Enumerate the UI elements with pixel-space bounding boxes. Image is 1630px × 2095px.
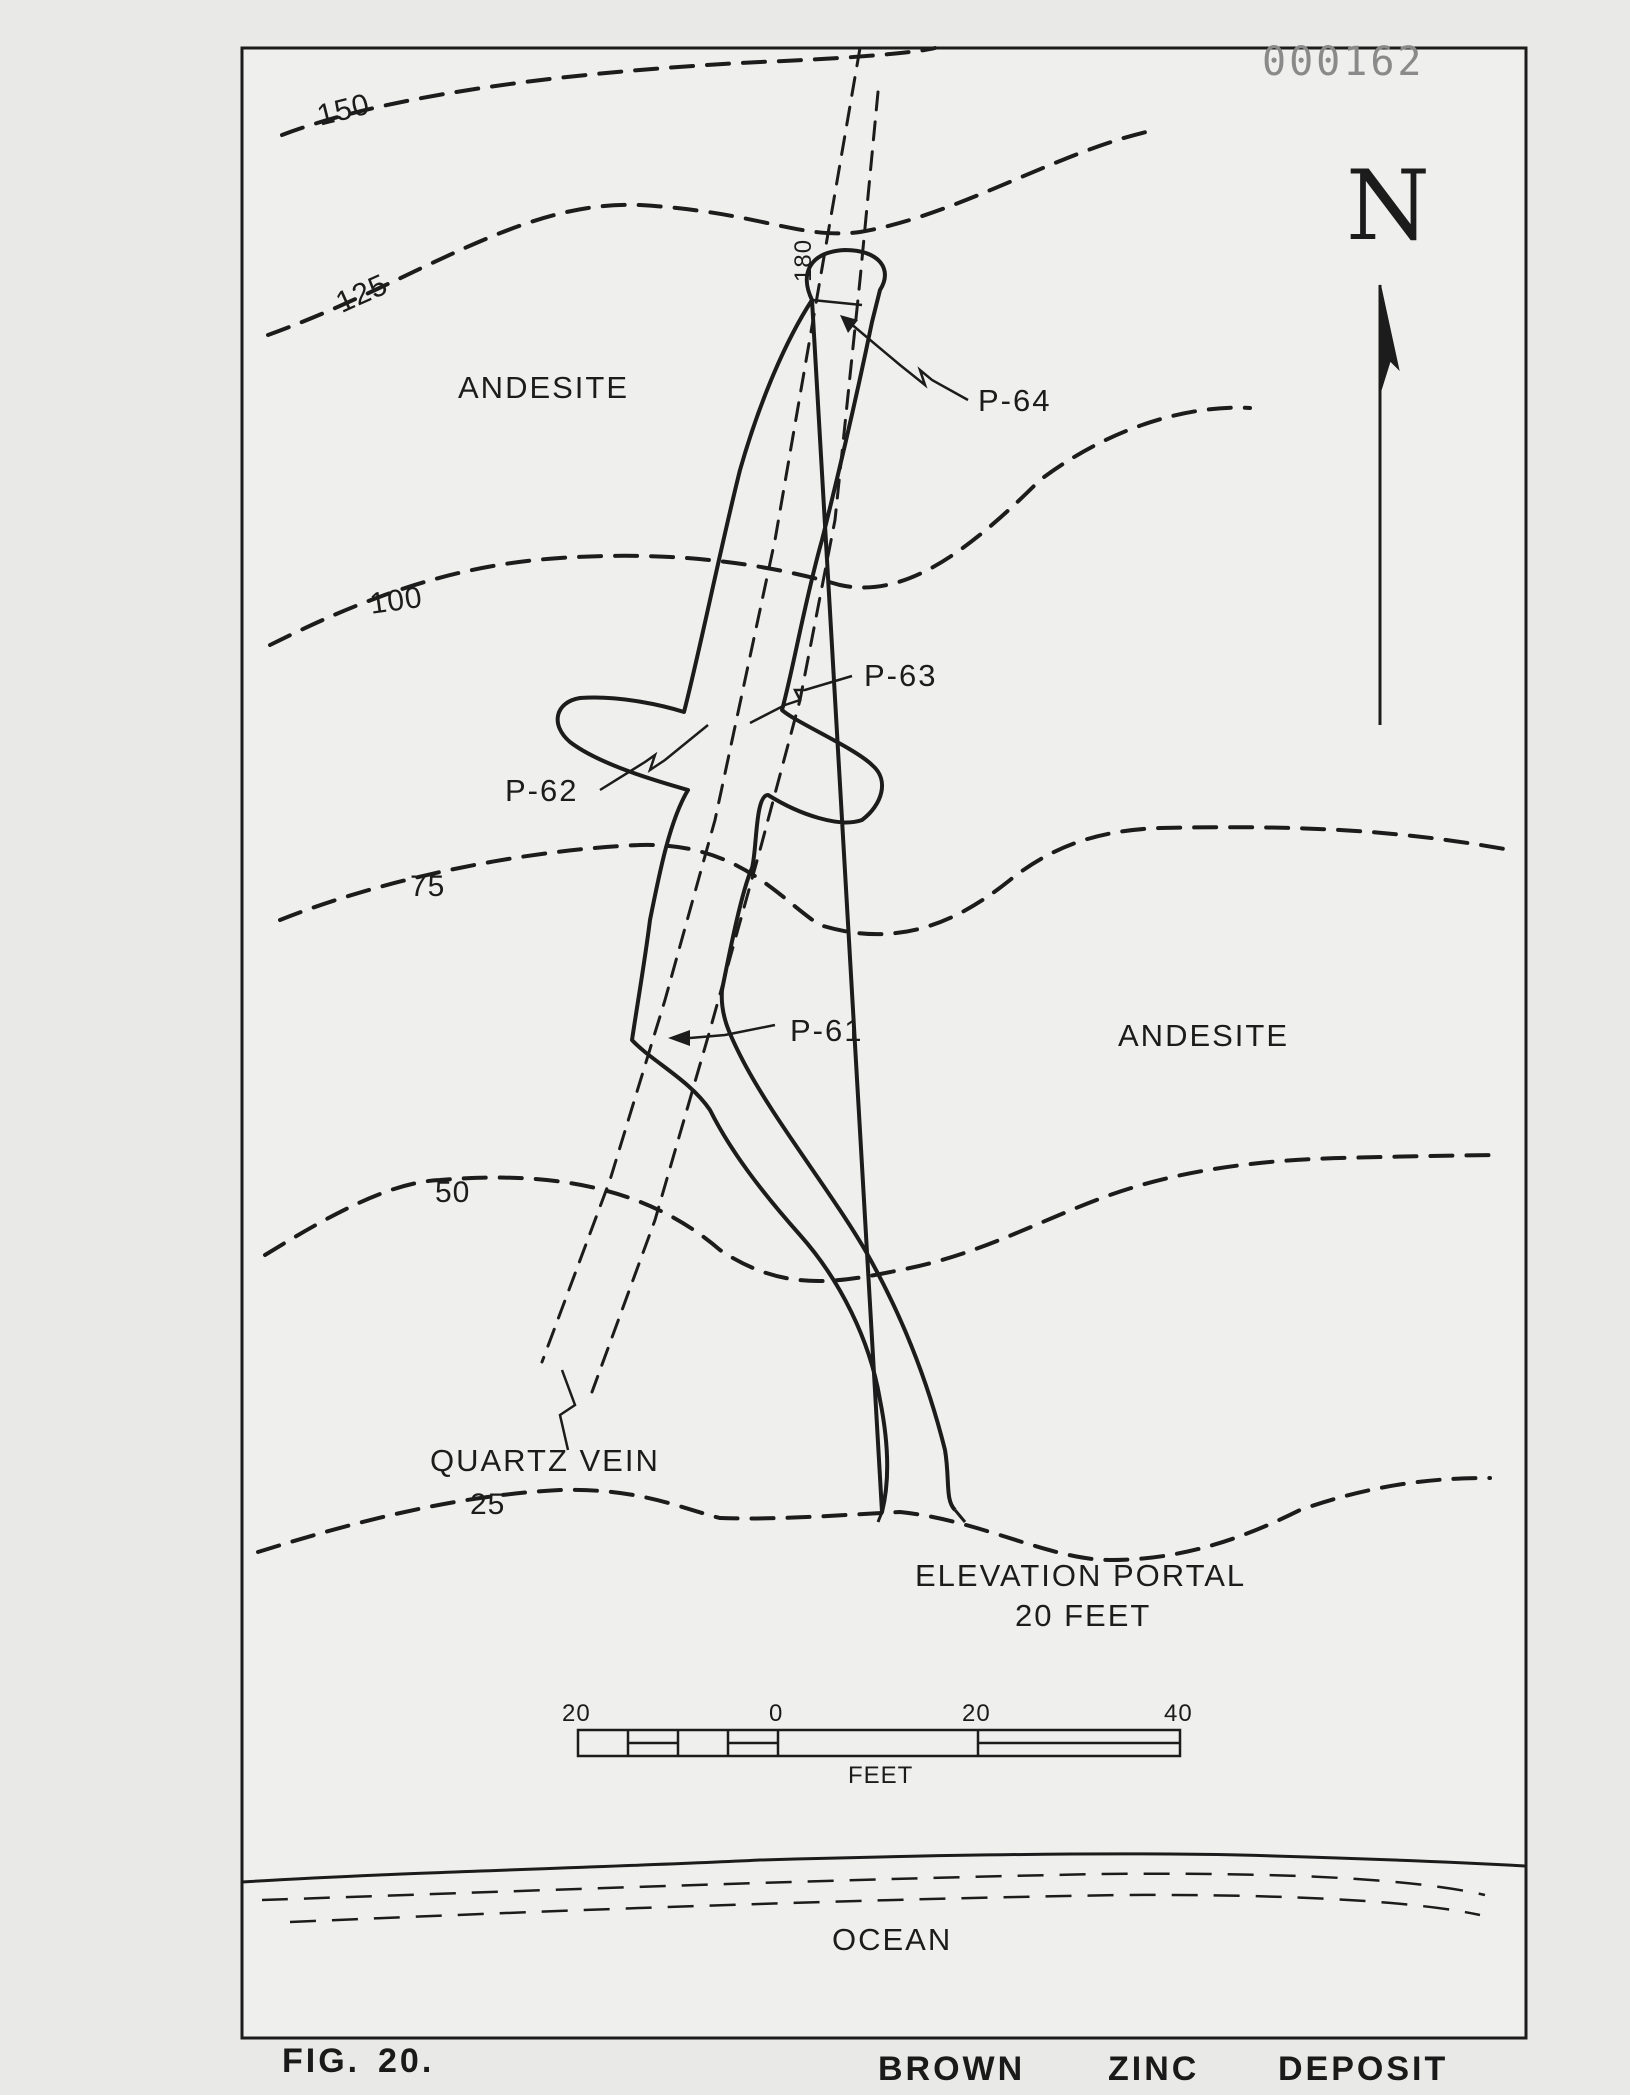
contour-100-label: 100 [367, 580, 425, 621]
contour-125-label: 125 [331, 267, 393, 320]
quartz-vein-label: QUARTZ VEIN [430, 1443, 660, 1478]
scale-tick-0: 0 [769, 1700, 784, 1727]
title-word-deposit: DEPOSIT [1278, 2050, 1449, 2088]
contour-150-label: 150 [313, 87, 374, 133]
portal-elevation-line1: ELEVATION PORTAL [915, 1558, 1247, 1593]
sample-p64-label: P-64 [978, 383, 1052, 418]
portal-elevation-line2: 20 FEET [1015, 1598, 1152, 1633]
title-word-zinc: ZINC [1108, 2050, 1200, 2088]
sample-p62-label: P-62 [505, 773, 579, 808]
figure-label: FIG. [282, 2042, 361, 2080]
contour-25-label: 25 [470, 1488, 506, 1521]
north-label: N [1346, 150, 1430, 262]
sample-p63-label: P-63 [864, 658, 938, 693]
andesite-upper-label: ANDESITE [458, 370, 630, 405]
andesite-lower-label: ANDESITE [1118, 1018, 1290, 1053]
map-frame [242, 48, 1526, 2038]
scale-unit-label: FEET [848, 1762, 914, 1789]
sample-p61-label: P-61 [790, 1013, 864, 1048]
scale-tick-20-right: 20 [962, 1700, 991, 1727]
title-word-brown: BROWN [878, 2050, 1026, 2088]
strike-value-label: 180 [790, 238, 817, 282]
ocean-label: OCEAN [832, 1922, 953, 1957]
scale-tick-40: 40 [1164, 1700, 1193, 1727]
figure-number: 20. [378, 2042, 435, 2080]
scale-tick-20-left: 20 [562, 1700, 591, 1727]
contour-50-label: 50 [435, 1176, 471, 1209]
stamp-number: 000162 [1262, 39, 1425, 85]
contour-75-label: 75 [410, 870, 446, 903]
